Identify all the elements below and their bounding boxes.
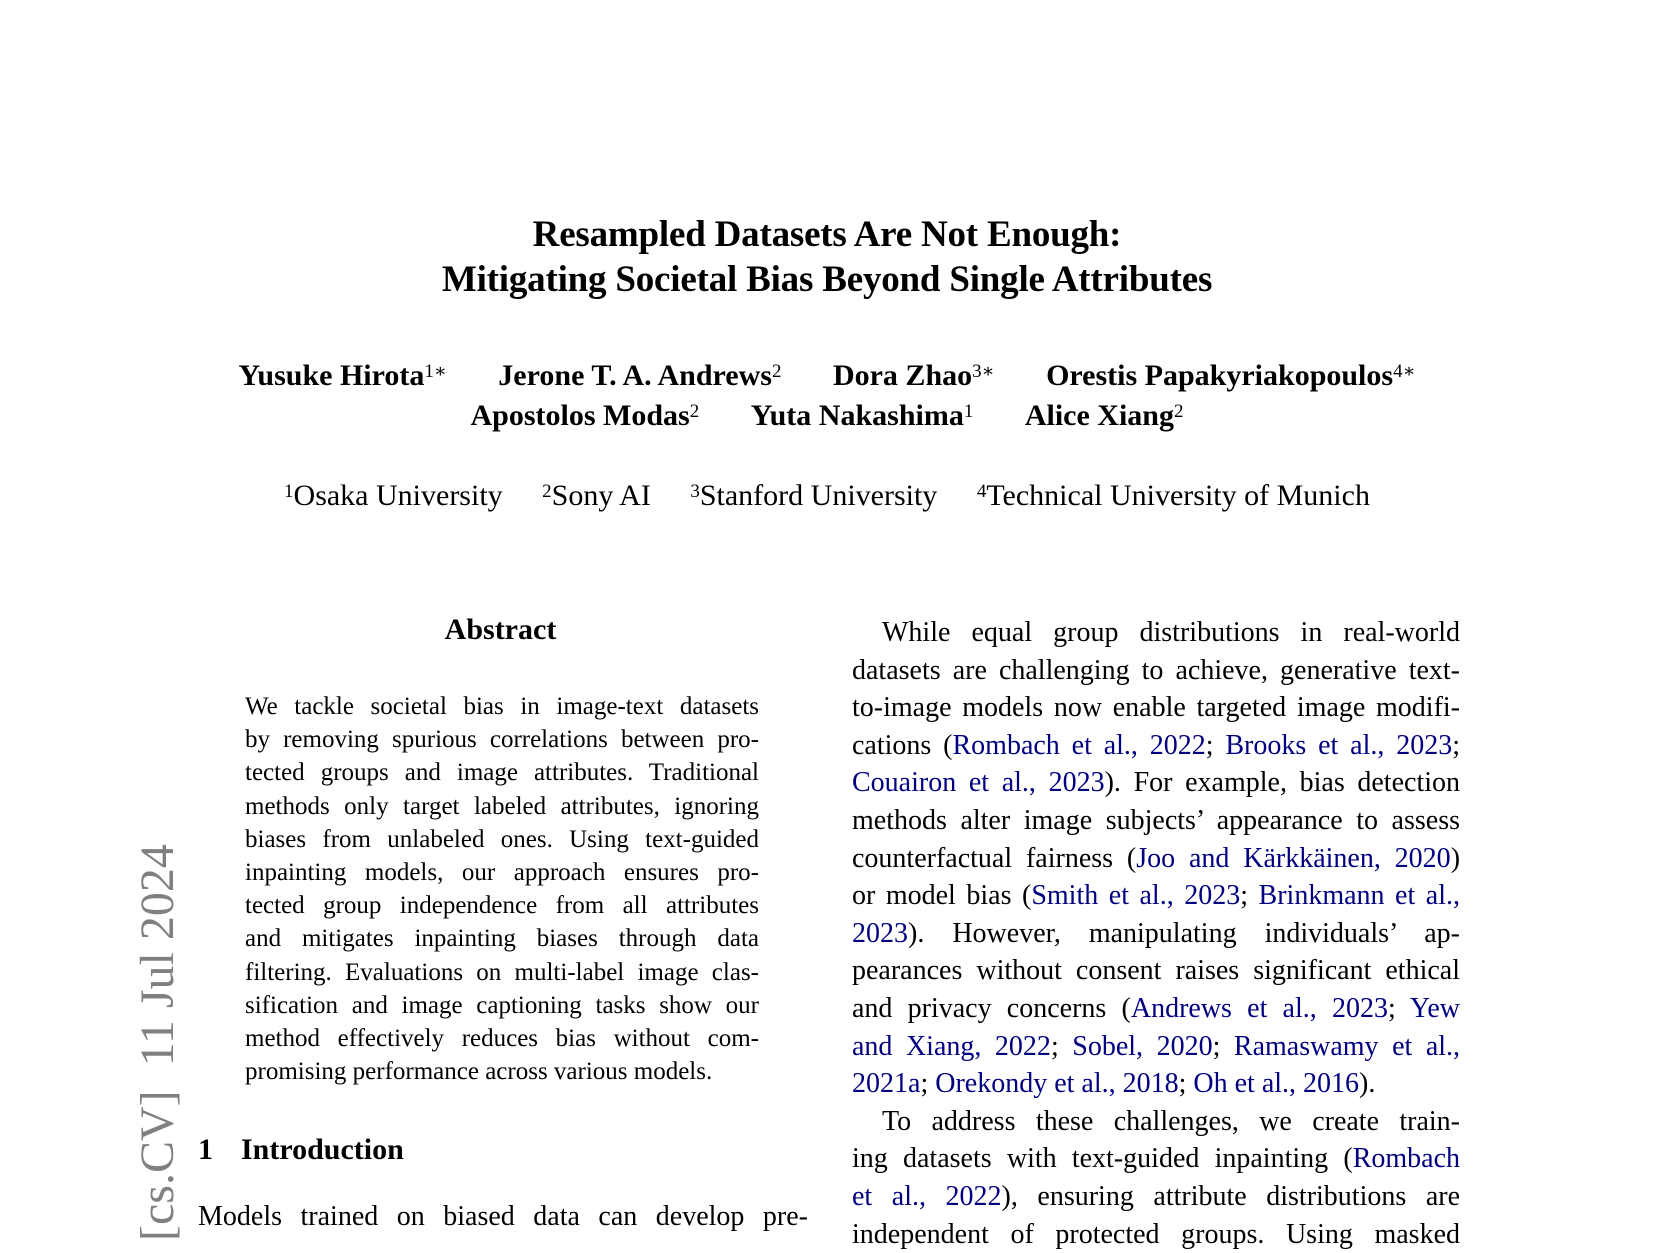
citation-link[interactable]: Brooks et al., 2023: [1225, 730, 1452, 761]
affiliation: $^2$Sony AI: [542, 479, 651, 512]
abstract-line: We tackle societal bias in image-text datasets: [245, 690, 759, 723]
abstract-line: by removing spurious correlations between pro-: [245, 723, 759, 756]
paragraph-line: 2023). However, manipulating individuals’ ap-: [852, 915, 1460, 953]
author-list: [0, 356, 1654, 436]
citation-link[interactable]: Oh et al., 2016: [1193, 1068, 1359, 1099]
paragraph-line: to-image models now enable targeted image modifi-: [852, 689, 1460, 727]
abstract-line: and mitigates inpainting biases through data: [245, 922, 759, 955]
author: Yuta Nakashima$^1$: [751, 399, 974, 432]
paragraph-line: or model bias (Smith et al., 2023; Brinkmann et al.,: [852, 877, 1460, 915]
abstract-line: biases from unlabeled ones. Using text-guided: [245, 823, 759, 856]
author: Dora Zhao$^{3∗}$: [833, 359, 995, 392]
paragraph-line: ing datasets with text-guided inpainting (Rombach: [852, 1140, 1460, 1178]
arxiv-category: [cs.CV]: [131, 1090, 184, 1241]
citation-link[interactable]: Ramaswamy et al.,: [1234, 1031, 1460, 1062]
paragraph-line: and Xiang, 2022; Sobel, 2020; Ramaswamy et al.,: [852, 1028, 1460, 1066]
citation-link[interactable]: et al., 2022: [852, 1181, 1002, 1212]
abstract-line: sification and image captioning tasks show our: [245, 989, 759, 1022]
abstract-line: tected groups and image attributes. Traditional: [245, 756, 759, 789]
section-title: Introduction: [241, 1133, 404, 1166]
author: Alice Xiang$^2$: [1025, 399, 1184, 432]
affiliation: $^1$Osaka University: [284, 479, 503, 512]
paragraph-line: While equal group distributions in real-world: [852, 614, 1460, 652]
paragraph-line: datasets are challenging to achieve, generative text-: [852, 652, 1460, 690]
title-line-2: Mitigating Societal Bias Beyond Single Attributes: [0, 257, 1654, 302]
citation-link[interactable]: Smith et al., 2023: [1031, 880, 1240, 911]
abstract-line: filtering. Evaluations on multi-label image clas-: [245, 956, 759, 989]
paragraph-line: 2021a; Orekondy et al., 2018; Oh et al., 2016).: [852, 1065, 1460, 1103]
citation-link[interactable]: Rombach: [1353, 1143, 1460, 1174]
intro-line: Models trained on biased data can develop pre-: [198, 1199, 808, 1235]
paragraph-line: cations (Rombach et al., 2022; Brooks et al., 2023;: [852, 727, 1460, 765]
author: Yusuke Hirota$^{1∗}$: [238, 359, 446, 392]
author: Orestis Papakyriakopoulos$^{4∗}$: [1046, 359, 1415, 392]
authors-row-1: [0, 356, 1654, 396]
title-line-1: Resampled Datasets Are Not Enough:: [0, 212, 1654, 257]
arxiv-stamp-text: [134, 820, 182, 1241]
citation-link[interactable]: Yew: [1410, 993, 1460, 1024]
arxiv-date: 11 Jul 2024: [131, 844, 184, 1066]
affiliation: $^3$Stanford University: [690, 479, 937, 512]
abstract-line: tected group independence from all attributes: [245, 889, 759, 922]
author: Apostolos Modas$^2$: [471, 399, 700, 432]
abstract-heading: Abstract: [198, 612, 803, 648]
section-heading-introduction: [198, 1132, 404, 1168]
citation-link[interactable]: 2023: [852, 918, 908, 949]
paragraph-line: methods alter image subjects’ appearance to assess: [852, 802, 1460, 840]
abstract-body: [245, 690, 759, 1088]
citation-link[interactable]: Couairon et al., 2023: [852, 767, 1105, 798]
citation-link[interactable]: and Xiang, 2022: [852, 1031, 1051, 1062]
authors-row-2: [0, 396, 1654, 436]
citation-link[interactable]: 2021a: [852, 1068, 920, 1099]
citation-link[interactable]: Joo and Kärkkäinen, 2020: [1136, 843, 1450, 874]
paper-title: [0, 212, 1654, 302]
paragraph-line: counterfactual fairness (Joo and Kärkkäinen, 2020): [852, 840, 1460, 878]
paragraph-line: Couairon et al., 2023). For example, bias detection: [852, 764, 1460, 802]
citation-link[interactable]: Andrews et al., 2023: [1131, 993, 1388, 1024]
paragraph-line: To address these challenges, we create train-: [852, 1103, 1460, 1141]
citation-link[interactable]: Brinkmann et al.,: [1259, 880, 1460, 911]
arxiv-sidebar-stamp: [42, 0, 102, 1241]
right-column-body: [852, 614, 1460, 1253]
paragraph-line: independent of protected groups. Using masked: [852, 1216, 1460, 1253]
abstract-line: methods only target labeled attributes, ignoring: [245, 790, 759, 823]
introduction-body: [198, 1199, 808, 1235]
citation-link[interactable]: Sobel, 2020: [1072, 1031, 1212, 1062]
affiliation: $^4$Technical University of Munich: [977, 479, 1370, 512]
abstract-line: inpainting models, our approach ensures pro-: [245, 856, 759, 889]
abstract-line: promising performance across various models.: [245, 1055, 759, 1088]
paragraph-line: pearances without consent raises significant ethical: [852, 952, 1460, 990]
author: Jerone T. A. Andrews$^2$: [498, 359, 781, 392]
paragraph-line: and privacy concerns (Andrews et al., 2023; Yew: [852, 990, 1460, 1028]
paragraph-line: et al., 2022), ensuring attribute distributions are: [852, 1178, 1460, 1216]
citation-link[interactable]: Rombach et al., 2022: [952, 730, 1205, 761]
section-number: 1: [198, 1133, 213, 1166]
abstract-line: method effectively reduces bias without com-: [245, 1022, 759, 1055]
affiliations: [0, 476, 1654, 516]
citation-link[interactable]: Orekondy et al., 2018: [935, 1068, 1178, 1099]
